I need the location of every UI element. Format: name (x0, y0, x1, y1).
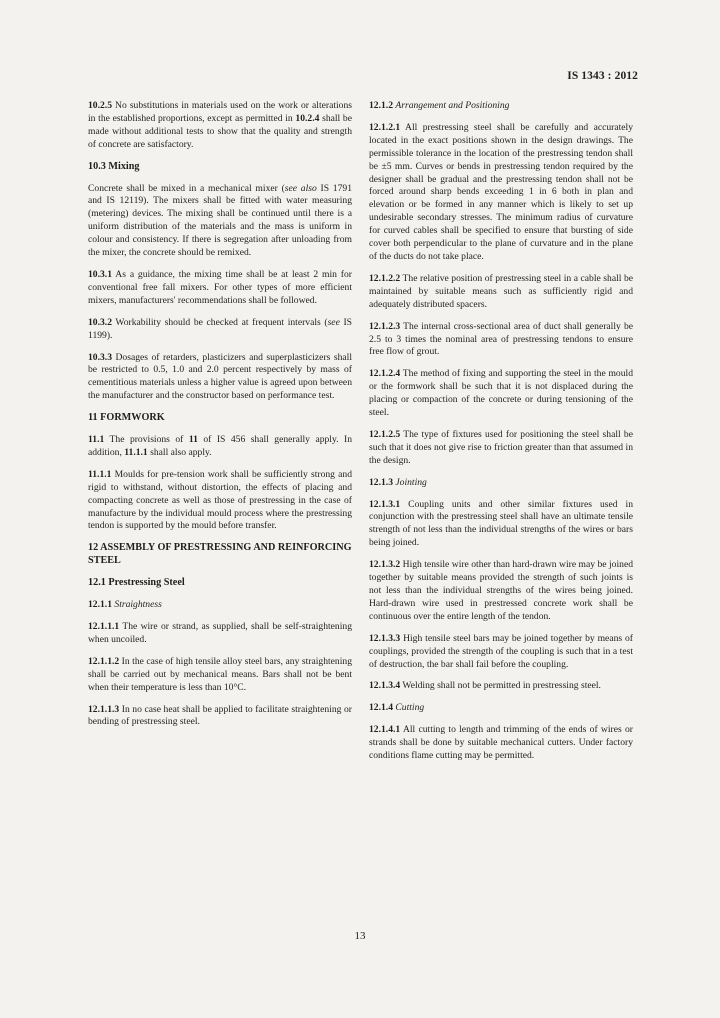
clause-12-1-1-1 (88, 621, 352, 647)
clause-text: shall be made without additional tests to show that the quality and strength of concrete are satisfactory. (88, 112, 352, 150)
clause-text: No substitutions in materials used on the work or alterations in the established proportions, except as permitted in (88, 100, 352, 124)
clause-text: Dosages of retarders, plasticizers and superplasticizers shall be restricted to 0.5, 1.0 and 2.0 percent respectively by mass of cementitious materials unless a higher value is agreed upon between the manufacturer and the constructor based on performance test. (88, 351, 352, 402)
clause-11-1 (88, 434, 352, 460)
section-heading-formwork: 11 FORMWORK (88, 412, 165, 424)
clause-text: All cutting to length and trimming of the ends of wires or strands shall be done by suitable mechanical cutters. Under factory conditions flame cutting may be permitted. (369, 724, 633, 762)
clause-10-3-3 (88, 352, 352, 404)
clause-reference: 11.1.1 (124, 446, 148, 458)
clause-10-2-5 (88, 100, 352, 152)
clause-text: Concrete shall be mixed in a mechanical mixer ( (88, 182, 285, 194)
clause-11-1-1 (88, 469, 352, 534)
clause-text: High tensile steel bars may be joined together by means of couplings, provided the strength of the coupling is such that in a test of destruction, the bar shall fail before the coupling. (369, 632, 633, 670)
clause-12-1-1-3 (88, 704, 352, 730)
subsection-heading-prestressing-steel: 12.1 Prestressing Steel (88, 577, 185, 589)
clause-text: shall also apply. (147, 446, 212, 458)
clause-number: 12.1.1 (88, 599, 112, 611)
clause-number: 12.1.4.1 (369, 724, 401, 736)
subsection-title: Jointing (395, 476, 427, 488)
clause-12-1-1-2 (88, 656, 352, 695)
clause-10-3-2 (88, 317, 352, 343)
clause-number: 12.1.1.1 (88, 621, 120, 632)
clause-12-1-2-1 (369, 122, 633, 264)
clause-text: The relative position of prestressing steel in a cable shall be maintained by suitable means such as sufficiently rigid and adequately distributed spacers. (369, 272, 633, 310)
clause-number: 12.1.2.1 (369, 121, 401, 133)
subsection-cutting (369, 702, 633, 715)
clause-12-1-2-4 (369, 368, 633, 420)
clause-text: The provisions of (104, 434, 189, 446)
subsection-title: Cutting (395, 702, 425, 714)
clause-12-1-2-2 (369, 273, 633, 312)
clause-text: Workability should be checked at frequent intervals ( (111, 316, 328, 328)
clause-12-1-2-3 (369, 321, 633, 360)
left-column (88, 100, 352, 738)
subsection-straightness (88, 599, 352, 612)
clause-number: 12.1.2.5 (369, 428, 401, 440)
clause-text: IS 1199). (88, 316, 352, 341)
clause-12-1-3-1 (369, 499, 633, 551)
see-reference: see (327, 316, 340, 328)
see-also-reference: see also (284, 182, 317, 194)
clause-number: 10.2.5 (88, 100, 112, 111)
clause-number: 12.1.3.4 (369, 680, 401, 692)
right-column (369, 100, 633, 772)
clause-number: 10.3.3 (88, 351, 112, 363)
subsection-jointing (369, 477, 633, 490)
standard-code-header: IS 1343 : 2012 (567, 70, 638, 82)
clause-12-1-3-3 (369, 633, 633, 672)
clause-text: IS 1791 and IS 12119). The mixers shall be fitted with water measuring (metering) devices. The mixing shall be continued until there is a uniform distribution of the materials and the mass is uniform in colour and consistency. If there is segregation after unloading from the mixer, the concrete should be remixed. (88, 182, 352, 259)
clause-text: High tensile wire other than hard-drawn wire may be joined together by suitable means provided the strength of such joints is not less than the individual strengths of the wires being joined. Hard-drawn wire used in prestressed concrete work shall be continuous over the entire length of the tendon. (369, 559, 633, 622)
clause-number: 12.1.2.3 (369, 320, 401, 332)
page-number: 13 (354, 930, 366, 942)
clause-text: The internal cross-sectional area of duct shall generally be 2.5 to 3 times the nominal area of prestressing tendons to ensure free flow of grout. (369, 320, 633, 358)
subsection-title: Arrangement and Positioning (395, 100, 510, 111)
clause-text: All prestressing steel shall be carefully and accurately located in the exact positions shown in the design drawings. The permissible tolerance in the location of the prestressing tendon shall be ±5 mm. Curves or bends in prestressing tendon required by the designer shall be gradual and the prestressing tendon shall not be forced around sharp bends exceeding 1 in 6 both in plan and elevation or be formed in any manner which is likely to set up undesirable secondary stresses. The minimum radius of curvature for curved cables shall be specified to ensure that bursting of side cover both perpendicular to the plane of curvature and in the plane of the ducts do not take place. (369, 121, 633, 262)
clause-number: 11.1.1 (88, 468, 112, 480)
clause-reference: 10.2.4 (295, 112, 320, 124)
clause-12-1-3-4 (369, 680, 633, 693)
clause-text: Welding shall not be permitted in prestressing steel. (400, 680, 601, 692)
clause-text: In no case heat shall be applied to facilitate straightening or bending of prestressing steel. (88, 703, 352, 728)
clause-text: The wire or strand, as supplied, shall be self-straightening when uncoiled. (88, 621, 352, 645)
clause-number: 12.1.2.2 (369, 272, 401, 284)
clause-number: 10.3.1 (88, 268, 112, 280)
clause-10-3-1 (88, 269, 352, 308)
clause-text: In the case of high tensile alloy steel bars, any straightening shall be carried out by mechanical means. Bars shall not be bent when their temperature is less than 10°C. (88, 655, 352, 693)
clause-reference: 11 (188, 434, 198, 446)
clause-number: 12.1.2 (369, 100, 393, 111)
clause-number: 12.1.2.4 (369, 368, 401, 380)
clause-number: 10.3.2 (88, 316, 112, 328)
clause-number: 12.1.4 (369, 702, 393, 714)
clause-number: 12.1.3 (369, 476, 393, 488)
subsection-arrangement (369, 100, 633, 113)
clause-number: 12.1.1.2 (88, 655, 120, 667)
clause-number: 12.1.3.1 (369, 498, 401, 510)
section-heading-assembly: 12 ASSEMBLY OF PRESTRESSING AND REINFORCING STEEL (88, 542, 352, 567)
clause-number: 11.1 (88, 434, 105, 446)
clause-text: Moulds for pre-tension work shall be sufficiently strong and rigid to withstand, without distortion, the effects of placing and compacting concrete as well as those of prestressing in the case of manufacture by the individual mould process where the prestressing tendon is supported by the mould before transfer. (88, 468, 352, 532)
clause-number: 12.1.3.3 (369, 632, 401, 644)
clause-10-3 (88, 183, 352, 260)
section-heading-mixing: 10.3 Mixing (88, 160, 140, 172)
clause-text: The type of fixtures used for positioning the steel shall be such that it does not give rise to friction greater than that assumed in the design. (369, 428, 633, 466)
clause-number: 12.1.3.2 (369, 559, 401, 571)
clause-12-1-3-2 (369, 559, 633, 624)
clause-12-1-2-5 (369, 429, 633, 468)
clause-12-1-4-1 (369, 724, 633, 763)
clause-text: of IS 456 shall generally apply. In addition, (88, 434, 352, 458)
clause-number: 12.1.1.3 (88, 703, 120, 715)
clause-text: As a guidance, the mixing time shall be at least 2 min for conventional free fall mixers. For other types of more efficient mixers, manufacturers' recommendations shall be followed. (88, 268, 352, 306)
clause-text: The method of fixing and supporting the steel in the mould or the formwork shall be such that it is not displaced during the placing or compaction of the concrete or during tensioning of the steel. (369, 368, 633, 419)
subsection-title: Straightness (114, 599, 162, 611)
clause-text: Coupling units and other similar fixtures used in conjunction with the prestressing steel shall have an ultimate tensile strength of not less than the individual strengths of the wires or bars being joined. (369, 498, 633, 549)
